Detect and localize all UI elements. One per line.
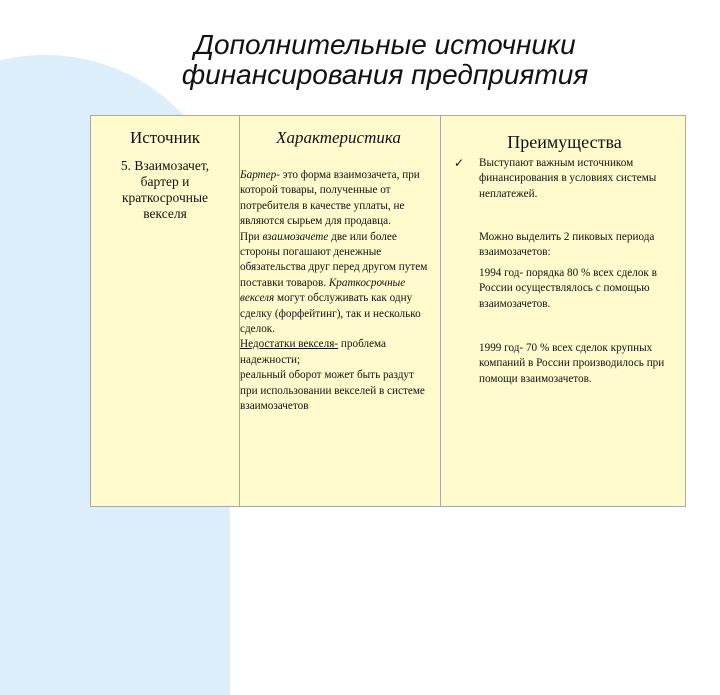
sources-table <box>90 115 686 507</box>
bills-definition: могут обслуживать как одну сделку (форфейтинг), так и несколько сделок. <box>240 292 421 336</box>
source-line-4: векселя <box>143 206 187 221</box>
offset-definition: две или более стороны погашают денежные обязательства друг перед другом путем поставки товаров. <box>240 230 428 289</box>
characteristic-header: Характеристика <box>276 128 401 147</box>
checkmark-icon: ✓ <box>454 156 465 170</box>
advantage-paragraph-1: Выступают важным источником финансирования в условиях системы неплатежей. <box>479 157 657 200</box>
source-header: Источник <box>129 128 201 147</box>
bills-term: Краткосрочные векселя <box>240 276 406 305</box>
barter-definition: - это форма взаимозачета, при которой товары, полученные от потребителя в качестве уплаты, не являются сырьем для продавца. <box>240 169 420 228</box>
offset-prefix: При <box>240 230 263 243</box>
advantage-paragraph-3: 1994 год- порядка 80 % всех сделок в России осуществлялось с помощью взаимозачетов. <box>479 267 657 310</box>
source-line-2: бартер и <box>140 174 190 189</box>
page-title <box>115 30 655 90</box>
source-cell <box>91 158 239 222</box>
drawbacks-term: Недостатки векселя- <box>240 338 339 351</box>
turnover-text: реальный оборот может быть раздут при использовании векселей в системе взаимозачетов <box>240 369 425 413</box>
advantage-paragraph-4: 1999 год- 70 % всех сделок крупных компаний в России производилось при помощи взаимозачетов. <box>479 342 665 385</box>
characteristic-cell <box>240 168 432 415</box>
title-line-1: Дополнительные источники <box>194 29 576 60</box>
source-line-3: краткосрочные <box>121 190 209 205</box>
source-line-1: 5. Взаимозачет, <box>120 158 210 173</box>
column-divider <box>440 116 441 506</box>
advantages-header: Преимущества <box>507 132 622 152</box>
barter-term: Бартер <box>240 169 277 181</box>
advantage-paragraph-2: Можно выделить 2 пиковых периода взаимозачетов: <box>479 231 655 259</box>
title-line-2: финансирования предприятия <box>181 59 589 90</box>
drawbacks-definition: проблема надежности; <box>240 338 387 366</box>
offset-term: взаимозачете <box>262 230 329 243</box>
